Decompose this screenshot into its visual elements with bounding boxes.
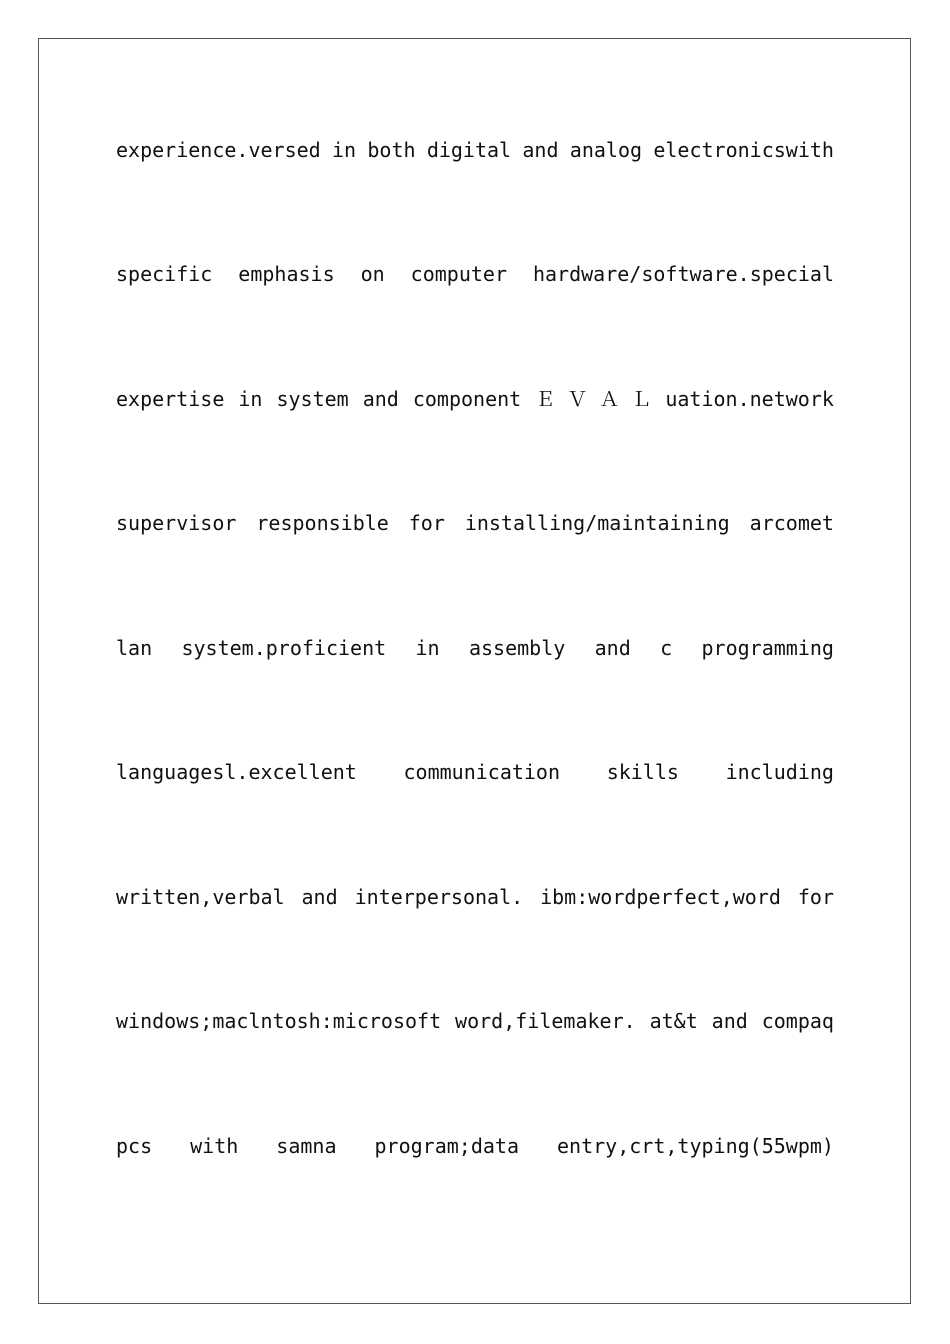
- word: assembly: [468, 636, 566, 660]
- word: program;data: [374, 1134, 520, 1158]
- word: at&t: [649, 1009, 698, 1033]
- body-text-line-3: [116, 384, 834, 414]
- word: digital: [426, 138, 512, 162]
- word: component: [412, 387, 522, 411]
- word: arcomet: [749, 511, 834, 535]
- word: uation.network: [665, 387, 834, 411]
- word: both: [367, 138, 416, 162]
- page-border: [38, 38, 911, 1304]
- body-text-line-9: [116, 1131, 834, 1161]
- word: for: [797, 885, 834, 909]
- word: languagesl.excellent: [116, 760, 357, 784]
- word: interpersonal.: [354, 885, 524, 909]
- word: for: [408, 511, 445, 535]
- word: electronicswith: [653, 138, 834, 162]
- word: lan: [116, 636, 153, 660]
- word: and: [301, 885, 338, 909]
- word: experience.versed: [116, 138, 321, 162]
- word: on: [360, 262, 385, 286]
- word: in: [331, 138, 357, 162]
- word: communication: [403, 760, 561, 784]
- word: ibm:wordperfect,word: [540, 885, 781, 909]
- word: emphasis: [238, 262, 335, 286]
- word: specific: [116, 262, 213, 286]
- word: installing/maintaining: [464, 511, 730, 535]
- word: analog: [569, 138, 643, 162]
- word: including: [725, 760, 834, 784]
- word: with: [190, 1134, 239, 1158]
- word: and: [594, 636, 631, 660]
- body-text-line-7: [116, 882, 834, 912]
- word: windows;maclntosh:microsoft: [116, 1009, 442, 1033]
- word: skills: [606, 760, 679, 784]
- body-text-line-2: [116, 259, 834, 289]
- word: pcs: [116, 1134, 153, 1158]
- word: written,verbal: [116, 885, 285, 909]
- word: samna: [276, 1134, 337, 1158]
- word: expertise: [116, 387, 225, 411]
- word: in: [415, 636, 440, 660]
- word: and: [711, 1009, 748, 1033]
- word: programming: [701, 636, 834, 660]
- word: computer: [410, 262, 507, 286]
- body-text-line-6: [116, 757, 834, 787]
- word: compaq: [761, 1009, 834, 1033]
- body-text-line-1: [116, 135, 834, 165]
- word: system: [276, 387, 349, 411]
- word: responsible: [256, 511, 389, 535]
- word: system.proficient: [181, 636, 387, 660]
- body-text-line-4: [116, 508, 834, 538]
- word: c: [660, 636, 673, 660]
- word: and: [362, 387, 399, 411]
- word: hardware/software.special: [532, 262, 834, 286]
- body-text-line-8: [116, 1006, 834, 1036]
- word: supervisor: [116, 511, 237, 535]
- word: word,filemaker.: [455, 1009, 636, 1033]
- word: in: [238, 387, 263, 411]
- word: Ｅ Ｖ Ａ Ｌ: [535, 387, 652, 411]
- body-text-line-5: [116, 633, 834, 663]
- word: entry,crt,typing(55wpm): [557, 1134, 834, 1158]
- word: and: [522, 138, 559, 162]
